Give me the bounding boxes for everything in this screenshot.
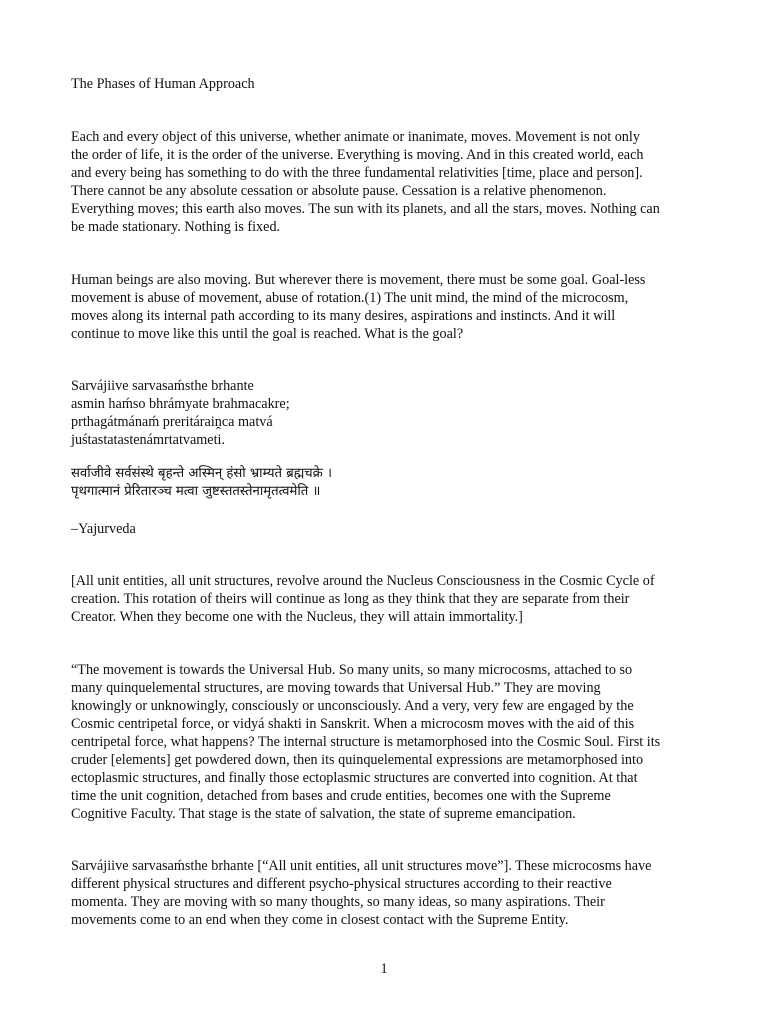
- verse-line: asmin haḿso bhrámyate brahmacakre;: [71, 396, 290, 412]
- paragraph-4-line: Cognitive Faculty. That stage is the state of salvation, the state of supreme emancipation.: [71, 806, 576, 822]
- paragraph-1-line: Everything moves; this earth also moves. The sun with its planets, and all the stars, moves. Nothing can: [71, 201, 660, 217]
- paragraph-2-line: Human beings are also moving. But wherever there is movement, there must be some goal. Goal-less: [71, 272, 646, 288]
- verse-devanagari: [71, 465, 711, 501]
- paragraph-2-line: continue to move like this until the goal is reached. What is the goal?: [71, 326, 464, 342]
- paragraph-4-line: knowingly or unknowingly, consciously or unconsciously. And a very, very few are engaged by the: [71, 698, 634, 714]
- paragraph-3-line: Creator. When they become one with the Nucleus, they will attain immortality.]: [71, 609, 523, 625]
- paragraph-4-line: centripetal force, what happens? The internal structure is metamorphosed into the Cosmic Soul. First its: [71, 734, 661, 750]
- paragraph-2: [71, 271, 711, 343]
- paragraph-2-line: movement is abuse of movement, abuse of rotation.(1) The unit mind, the mind of the microcosm,: [71, 290, 629, 306]
- page-number: 1: [380, 961, 388, 977]
- document-title: The Phases of Human Approach: [71, 76, 255, 92]
- paragraph-3-line: creation. This rotation of theirs will continue as long as they think that they are separate from their: [71, 591, 630, 607]
- paragraph-4-line: time the unit cognition, detached from bases and crude entities, becomes one with the Supreme: [71, 788, 611, 804]
- verse-roman: [71, 377, 711, 449]
- verse-line: juśtastatastenámrtatvameti.: [71, 432, 226, 448]
- paragraph-4: [71, 661, 711, 823]
- paragraph-5-line: different physical structures and different psycho-physical structures according to their reactive: [71, 876, 612, 892]
- devanagari-line: पृथगात्मानं प्रेरितारञ्च मत्वा जुष्टस्ततस्तेनामृतत्वमेति ॥: [71, 484, 321, 499]
- paragraph-1: [71, 128, 711, 236]
- paragraph-4-line: cruder [elements] get powdered down, then its quinquelemental expressions are metamorphosed into: [71, 752, 644, 768]
- verse-line: prthagátmánaḿ preritáraiṋca matvá: [71, 414, 273, 430]
- paragraph-4-line: Cosmic centripetal force, or vidyá shakti in Sanskrit. When a microcosm moves with the aid of this: [71, 716, 635, 732]
- paragraph-3-line: [All unit entities, all unit structures, revolve around the Nucleus Consciousness in the Cosmic Cycle of: [71, 573, 655, 589]
- verse-source: –Yajurveda: [71, 521, 136, 537]
- paragraph-4-line: ectoplasmic structures, and finally those ectoplasmic structures are converted into cognition. At that: [71, 770, 638, 786]
- paragraph-1-line: and every being has something to do with the three fundamental relativities [time, place and person].: [71, 165, 643, 181]
- paragraph-1-line: Each and every object of this universe, whether animate or inanimate, moves. Movement is not only: [71, 129, 640, 145]
- paragraph-1-line: be made stationary. Nothing is fixed.: [71, 219, 281, 235]
- paragraph-2-line: moves along its internal path according to its many desires, aspirations and instincts. And it will: [71, 308, 616, 324]
- paragraph-1-line: There cannot be any absolute cessation or absolute pause. Cessation is a relative phenomenon.: [71, 183, 607, 199]
- paragraph-5-line: momenta. They are moving with so many thoughts, so many ideas, so many aspirations. Their: [71, 894, 605, 910]
- paragraph-1-line: the order of life, it is the order of the universe. Everything is moving. And in this created world, each: [71, 147, 644, 163]
- paragraph-5-line: movements come to an end when they come in closest contact with the Supreme Entity.: [71, 912, 569, 928]
- paragraph-3: [71, 572, 711, 626]
- paragraph-5: [71, 857, 711, 929]
- paragraph-4-line: many quinquelemental structures, are moving towards that Universal Hub.” They are moving: [71, 680, 601, 696]
- paragraph-4-line: “The movement is towards the Universal Hub. So many units, so many microcosms, attached to so: [71, 662, 633, 678]
- verse-line: Sarvájiive sarvasaḿsthe brhante: [71, 378, 254, 394]
- paragraph-5-line: Sarvájiive sarvasaḿsthe brhante [“All unit entities, all unit structures move”]. These microcosms have: [71, 858, 652, 874]
- devanagari-line: सर्वाजीवे सर्वसंस्थे बृहन्ते अस्मिन् हंसो भ्राम्यते ब्रह्मचक्रे ।: [71, 466, 332, 481]
